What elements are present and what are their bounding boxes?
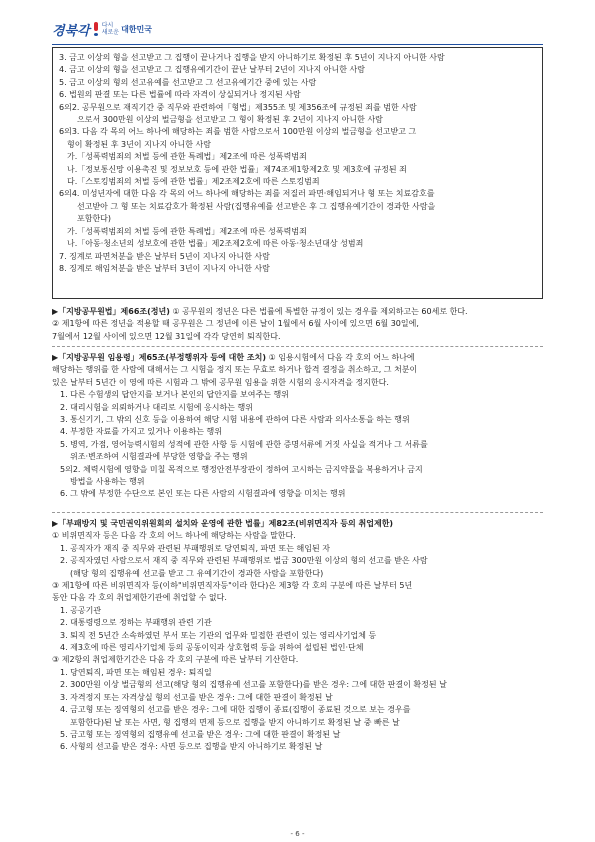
section-text: ① 임용시험에서 다음 각 호의 어느 하나에 xyxy=(268,353,415,362)
header-rule xyxy=(52,44,543,45)
logo-small-text: 다시 새로운 xyxy=(101,22,120,36)
section-text: ③ 제1항에 따른 비위면직자 등(이하"비위면직자등"이라 한다)은 제3항 각 호의 구분에 따른 날부터 5년 xyxy=(52,581,413,591)
section-title: ▶「지방공무원 임용령」제65조(부정행위자 등에 대한 조치) xyxy=(52,353,267,362)
section-text: ① 비위면직자 등은 다음 각 호의 어느 하나에 해당하는 사람을 말한다. xyxy=(52,531,296,541)
section-text: 2. 300만원 이상 벌금형의 선고(해당 형의 집행유예 선고를 포함한다)를 받은 경우: 그에 대한 판결이 확정된 날 xyxy=(60,680,447,690)
section-text: 4. 제3호에 따른 영리사기업체 등의 공동이익과 상호협력 등을 위하여 설립된 법인·단체 xyxy=(60,643,364,653)
box-line: 포함한다) xyxy=(77,214,112,224)
section-text: 1. 공직자가 재직 중 직무와 관련된 부패행위로 당연퇴직, 파면 또는 해임된 자 xyxy=(60,543,330,553)
disqualification-box xyxy=(52,47,543,299)
section-text: ② 제1항에 따른 정년을 적용할 때 공무원은 그 정년에 이른 날이 1월에서 6월 사이에 있으면 6월 30일에, xyxy=(52,319,419,329)
box-line: 5. 금고 이상의 형의 선고유예를 선고받고 그 선고유예기간 중에 있는 사람 xyxy=(59,77,317,87)
section-text: 7월에서 12월 사이에 있으면 12월 31일에 각각 당연히 퇴직한다. xyxy=(52,331,281,341)
section-text: 방법을 사용하는 행위 xyxy=(70,477,145,487)
section-misconduct-measures xyxy=(52,352,543,501)
section-text: 6. 그 밖에 부정한 수단으로 본인 또는 다른 사람의 시험결과에 영향을 미치는 행위 xyxy=(60,489,346,499)
section-text: ③ 제2항의 취업제한기간은 다음 각 호의 구분에 따른 날부터 기산한다. xyxy=(52,655,299,665)
section-text: 5. 금고형 또는 징역형의 집행유예 선고를 받은 경우: 그에 대한 판결이 확정된 날 xyxy=(60,729,341,739)
section-text: 6. 사형의 선고를 받은 경우: 사면 등으로 집행을 받지 아니하기로 확정된 날 xyxy=(60,742,323,752)
section-text: 2. 대리시험을 의뢰하거나 대리로 시험에 응시하는 행위 xyxy=(60,402,253,412)
section-text: 포함한다)된 날 또는 사면, 형 집행의 면제 등으로 집행을 받지 아니하기로 확정된 날 중 빠른 날 xyxy=(70,717,400,727)
box-line: 6의2. 공무원으로 재직기간 중 직무와 관련하여「형법」제355조 및 제356조에 규정된 죄를 범한 사람 xyxy=(59,102,417,112)
section-text: 3. 통신기기, 그 밖의 신호 등을 이용하여 해당 시험 내용에 관하여 다른 사람과 의사소통을 하는 행위 xyxy=(60,415,410,425)
section-title: ▶「부패방지 및 국민권익위원회의 설치와 운영에 관한 법률」제82조(비위면직자 등의 취업제한) xyxy=(52,519,394,528)
section-retirement-age xyxy=(52,306,543,343)
box-line: 으로서 300만원 이상의 벌금형을 선고받고 그 형이 확정된 후 2년이 지나지 아니한 사람 xyxy=(77,115,383,125)
section-text: (해당 형의 집행유예 선고를 받고 그 유예기간이 경과한 사람을 포함한다) xyxy=(70,568,324,578)
section-text: 1. 당연퇴직, 파면 또는 해임된 경우: 퇴직일 xyxy=(60,667,212,677)
box-line: 형이 확정된 후 3년이 지나지 아니한 사람 xyxy=(67,139,211,149)
section-text: 2. 대통령령으로 정하는 부패행위 관련 기관 xyxy=(60,618,212,628)
box-line: 가.「성폭력범죄의 처벌 등에 관한 특례법」제2조에 따른 성폭력범죄 xyxy=(67,152,307,162)
section-text: 위조·변조하여 시험결과에 부당한 영향을 주는 행위 xyxy=(70,452,248,462)
section-text: 동안 다음 각 호의 취업제한기관에 취업할 수 없다. xyxy=(52,593,227,603)
box-line: 7. 징계로 파면처분을 받은 날부터 5년이 지나지 아니한 사람 xyxy=(59,251,270,261)
gyeongbuk-logo xyxy=(52,16,152,42)
section-text: 있은 날부터 5년간 이 영에 따른 시험과 그 밖에 공무원 임용을 위한 시험의 응시자격을 정지한다. xyxy=(52,377,389,387)
logo-script: 경북각 xyxy=(52,23,90,39)
box-line: 가.「성폭력범죄의 처벌 등에 관한 특례법」제2조에 따른 성폭력범죄 xyxy=(67,226,307,236)
section-divider xyxy=(52,346,543,347)
section-title: ▶「지방공무원법」제66조(정년) xyxy=(52,307,170,316)
section-text: 3. 퇴직 전 5년간 소속하였던 부서 또는 기관의 업무와 밀접한 관련이 있는 영리사기업체 등 xyxy=(60,630,377,640)
section-text: ① 공무원의 정년은 다른 법률에 특별한 규정이 있는 경우를 제외하고는 60세로 한다. xyxy=(172,307,468,316)
box-line: 나.「정보통신망 이용촉진 및 정보보호 등에 관한 법률」제74조제1항제2호 및 제3호에 규정된 죄 xyxy=(67,164,407,174)
box-line: 6의3. 다음 각 목의 어느 하나에 해당하는 죄를 범한 사람으로서 100만원 이상의 벌금형을 선고받고 그 xyxy=(59,127,417,137)
section-text: 4. 금고형 또는 징역형의 선고를 받은 경우: 그에 대한 집행이 종료(집행이 종료된 것으로 보는 경우를 xyxy=(60,705,411,715)
section-text: 1. 다른 수험생의 답안지를 보거나 본인의 답안지를 보여주는 행위 xyxy=(60,390,289,400)
box-line: 4. 금고 이상의 형을 선고받고 그 집행유예기간이 끝난 날부터 2년이 지나지 아니한 사람 xyxy=(59,65,365,75)
section-text: 5의2. 체력시험에 영향을 미칠 목적으로 행정안전부장관이 정하여 고시하는 금지약물을 복용하거나 금지 xyxy=(60,464,423,474)
box-line: 선고받아 그 형 또는 치료감호가 확정된 사람(집행유예를 선고받은 후 그 집행유예기간이 경과한 사람을 xyxy=(77,201,436,211)
section-employment-restriction xyxy=(52,518,543,754)
section-text: 3. 자격정지 또는 자격상실 형의 선고를 받은 경우: 그에 대한 판결이 확정된 날 xyxy=(60,692,333,702)
section-text: 4. 부정한 자료를 가지고 있거나 이용하는 행위 xyxy=(60,427,222,437)
box-line: 3. 금고 이상의 형을 선고받고 그 집행이 끝나거나 집행을 받지 아니하기로 확정된 후 5년이 지나지 아니한 사람 xyxy=(59,53,445,62)
section-text: 1. 공공기관 xyxy=(60,605,102,615)
logo-mark-icon xyxy=(92,22,100,36)
logo-brand: 대한민국 xyxy=(121,24,152,34)
box-line: 나.「아동·청소년의 성보호에 관한 법률」제2조제2호에 따른 아동·청소년대상 성범죄 xyxy=(67,239,364,249)
box-line: 6. 법원의 판결 또는 다른 법률에 따라 자격이 상실되거나 정지된 사람 xyxy=(59,90,301,100)
box-line: 8. 징계로 해임처분을 받은 날부터 3년이 지나지 아니한 사람 xyxy=(59,263,270,273)
page-number: - 6 - xyxy=(290,830,305,838)
section-text: 5. 병역, 가점, 영어능력시험의 성적에 관한 사항 등 시험에 관한 증명서류에 거짓 사실을 적거나 그 서류를 xyxy=(60,439,428,449)
section-text: 2. 공직자였던 사람으로서 재직 중 직무와 관련된 부패행위로 벌금 300만원 이상의 형의 선고를 받은 사람 xyxy=(60,556,428,566)
box-line: 6의4. 미성년자에 대한 다음 각 목의 어느 하나에 해당하는 죄를 저질러 파면·해임되거나 형 또는 치료감호를 xyxy=(59,189,435,199)
section-divider xyxy=(52,512,543,513)
section-text: 해당하는 행위를 한 사람에 대해서는 그 시험을 정지 또는 무효로 하거나 합격 결정을 취소하고, 그 처분이 xyxy=(52,365,418,375)
box-line: 다.「스토킹범죄의 처벌 등에 관한 법률」제2조제2호에 따른 스토킹범죄 xyxy=(67,177,320,187)
